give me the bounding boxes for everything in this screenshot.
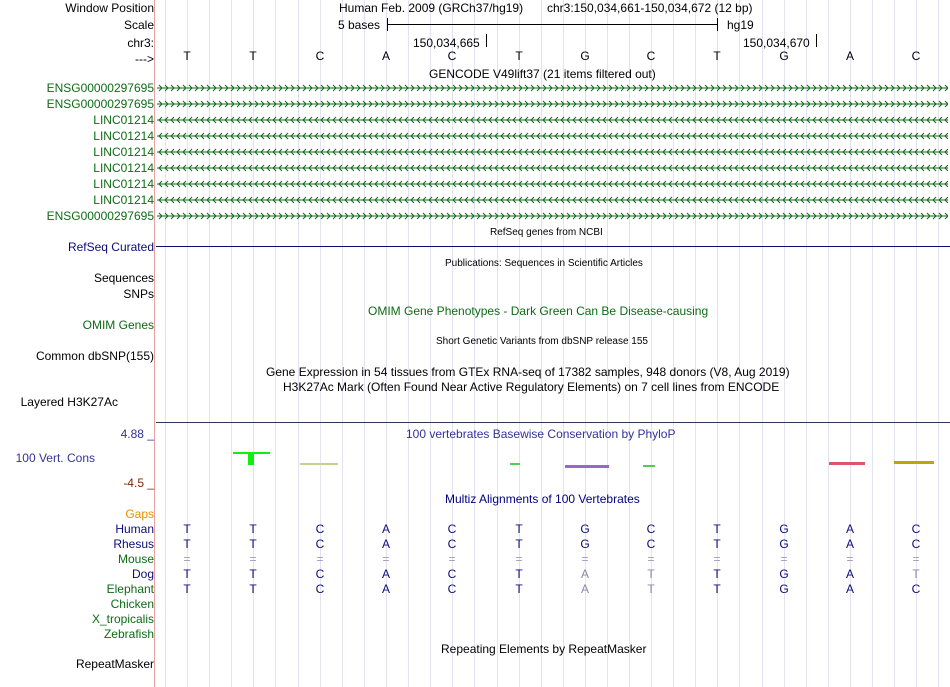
alignment-base: C [447, 567, 457, 581]
alignment-base: = [515, 552, 523, 566]
alignment-base: = [846, 552, 854, 566]
alignment-base: C [315, 567, 325, 581]
gencode-gene-label[interactable]: LINC01214 [93, 129, 154, 143]
alignment-base: C [911, 582, 921, 596]
scale-text: 5 bases [338, 18, 381, 32]
alignment-base: T [713, 567, 721, 581]
phylop-bar-7 [894, 461, 934, 464]
gene-reverse-strand[interactable] [157, 162, 948, 174]
alignment-base: T [249, 567, 257, 581]
alignment-base: T [713, 582, 721, 596]
scale-bar-left-tick [387, 18, 388, 31]
alignment-base: T [515, 567, 523, 581]
alignment-base: T [183, 522, 191, 536]
alignment-base: = [647, 552, 655, 566]
ruler-base: C [911, 49, 921, 63]
alignment-base: = [448, 552, 456, 566]
gencode-gene-label[interactable]: LINC01214 [93, 161, 154, 175]
ruler-base: G [779, 49, 789, 63]
alignment-base: A [845, 522, 854, 536]
scale-bar-right-tick [717, 18, 718, 31]
gene-reverse-strand[interactable] [157, 178, 948, 190]
ruler-base: A [381, 49, 390, 63]
repeatmasker-track-label[interactable]: RepeatMasker [75, 657, 154, 671]
alignment-base: T [249, 522, 257, 536]
strand-label: ---> [135, 52, 154, 66]
phylop-bar-6 [829, 462, 865, 465]
gtex-track-title[interactable]: Gene Expression in 54 tissues from GTEx RNA-seq of 17382 samples, 948 donors (V8, Aug 2019) [266, 365, 790, 379]
alignment-base: T [912, 567, 920, 581]
alignment-base: T [515, 537, 523, 551]
gencode-gene-label[interactable]: LINC01214 [93, 145, 154, 159]
phylop-track-title[interactable]: 100 vertebrates Basewise Conservation by PhyloP [406, 427, 676, 441]
db-text: hg19 [727, 18, 754, 32]
alignment-base: G [779, 582, 789, 596]
refseq-track-title[interactable]: RefSeq genes from NCBI [490, 227, 603, 238]
phylop-bar-3 [510, 463, 520, 465]
phylop-bar-2 [300, 463, 338, 465]
alignment-base: = [713, 552, 721, 566]
alignment-base: A [845, 537, 854, 551]
alignment-base: A [580, 582, 589, 596]
alignment-base: G [779, 567, 789, 581]
gencode-gene-label[interactable]: LINC01214 [93, 193, 154, 207]
alignment-base: T [647, 582, 655, 596]
alignment-base: = [581, 552, 589, 566]
coord-label-1: 150,034,665 [413, 36, 480, 50]
phylop-bar-4 [565, 465, 609, 468]
alignment-base: A [845, 567, 854, 581]
ruler-base: T [713, 49, 721, 63]
alignment-base: C [315, 582, 325, 596]
multiz-track-title[interactable]: Multiz Alignments of 100 Vertebrates [445, 492, 640, 506]
chrom-label: chr3: [127, 36, 154, 50]
gencode-gene-label[interactable]: ENSG00000297695 [46, 81, 154, 95]
alignment-base: A [580, 567, 589, 581]
ruler-base: T [515, 49, 523, 63]
gencode-gene-label[interactable]: LINC01214 [93, 113, 154, 127]
alignment-base: T [515, 582, 523, 596]
alignment-base: A [845, 582, 854, 596]
gaps-label: Gaps [125, 507, 154, 521]
phylop-min-label: -4.5 _ [123, 476, 154, 490]
species-label[interactable]: Human [115, 522, 154, 536]
alignment-base: C [646, 522, 656, 536]
species-label[interactable]: X_tropicalis [91, 612, 154, 626]
alignment-base: G [580, 522, 590, 536]
dbsnp-track-label[interactable]: Common dbSNP(155) [35, 349, 154, 363]
alignment-base: = [183, 552, 191, 566]
refseq-track-label[interactable]: RefSeq Curated [67, 240, 154, 254]
alignment-base: C [911, 537, 921, 551]
alignment-base: T [515, 522, 523, 536]
dbsnp-track-title[interactable]: Short Genetic Variants from dbSNP release 155 [436, 336, 648, 347]
alignment-base: A [381, 537, 390, 551]
label-divider [154, 0, 155, 687]
alignment-base: G [779, 522, 789, 536]
omim-track-label[interactable]: OMIM Genes [82, 318, 154, 332]
gencode-gene-label[interactable]: ENSG00000297695 [46, 97, 154, 111]
alignment-base: A [381, 522, 390, 536]
alignment-base: A [381, 582, 390, 596]
alignment-base: T [713, 537, 721, 551]
gene-reverse-strand[interactable] [157, 114, 948, 126]
gencode-gene-label[interactable]: ENSG00000297695 [46, 209, 154, 223]
alignment-base: T [249, 582, 257, 596]
gencode-gene-label[interactable]: LINC01214 [93, 177, 154, 191]
publications-track-title[interactable]: Publications: Sequences in Scientific Articles [445, 258, 643, 269]
ruler-base: G [580, 49, 590, 63]
alignment-base: T [183, 567, 191, 581]
phylop-bar-5 [643, 465, 655, 467]
species-label[interactable]: Zebrafish [103, 627, 154, 641]
coord-label-2: 150,034,670 [743, 36, 810, 50]
repeatmasker-track-title[interactable]: Repeating Elements by RepeatMasker [441, 642, 647, 656]
alignment-base: = [382, 552, 390, 566]
gene-forward-strand[interactable] [157, 98, 948, 110]
h3k27ac-track-title[interactable]: H3K27Ac Mark (Often Found Near Active Regulatory Elements) on 7 cell lines from ENCODE [283, 380, 780, 394]
scale-label: Scale [123, 18, 154, 32]
omim-track-title[interactable]: OMIM Gene Phenotypes - Dark Green Can Be Disease-causing [368, 304, 709, 318]
refseq-gene-line[interactable] [156, 246, 950, 247]
window-position-label: Window Position [65, 1, 154, 15]
alignment-base: G [580, 537, 590, 551]
gene-reverse-strand[interactable] [157, 130, 948, 142]
alignment-base: C [447, 582, 457, 596]
alignment-base: T [249, 537, 257, 551]
h3k27ac-track-label[interactable]: Layered H3K27Ac [20, 395, 118, 409]
ruler-base: C [447, 49, 457, 63]
alignment-base: T [183, 537, 191, 551]
ruler-base: C [646, 49, 656, 63]
alignment-base: A [381, 567, 390, 581]
coord-tick-1 [486, 34, 487, 47]
ruler-base: A [845, 49, 854, 63]
alignment-base: T [183, 582, 191, 596]
scale-bar [387, 24, 718, 25]
coord-tick-2 [816, 34, 817, 47]
alignment-base: C [447, 537, 457, 551]
alignment-base: C [646, 537, 656, 551]
species-label[interactable]: Dog [131, 567, 154, 581]
alignment-base: T [713, 522, 721, 536]
alignment-base: T [647, 567, 655, 581]
phylop-track-label[interactable]: 100 Vert. Cons [15, 451, 95, 465]
alignment-base: = [780, 552, 788, 566]
ruler-base: C [315, 49, 325, 63]
sequences-track-label[interactable]: Sequences [93, 271, 154, 285]
alignment-base: C [911, 522, 921, 536]
gene-forward-strand[interactable] [157, 210, 948, 222]
ruler-base: T [183, 49, 191, 63]
alignment-base: = [912, 552, 920, 566]
alignment-base: C [315, 522, 325, 536]
gene-reverse-strand[interactable] [157, 146, 948, 158]
gene-forward-strand[interactable] [157, 82, 948, 94]
gencode-track-title[interactable]: GENCODE V49lift37 (21 items filtered out) [429, 67, 656, 81]
phylop-bar-1-stem [248, 452, 254, 465]
species-label[interactable]: Elephant [106, 582, 154, 596]
gene-reverse-strand[interactable] [157, 194, 948, 206]
alignment-base: C [447, 522, 457, 536]
snps-track-label[interactable]: SNPs [123, 287, 154, 301]
alignment-base: = [316, 552, 324, 566]
species-label[interactable]: Rhesus [113, 537, 154, 551]
alignment-base: = [249, 552, 257, 566]
position-text: chr3:150,034,661-150,034,672 (12 bp) [547, 1, 753, 15]
alignment-base: G [779, 537, 789, 551]
ruler-base: T [249, 49, 257, 63]
species-label[interactable]: Chicken [110, 597, 154, 611]
species-label[interactable]: Mouse [117, 552, 154, 566]
alignment-base: C [315, 537, 325, 551]
h3k27ac-baseline [156, 422, 950, 423]
phylop-max-label: 4.88 _ [120, 427, 154, 441]
assembly-text: Human Feb. 2009 (GRCh37/hg19) [339, 1, 524, 15]
